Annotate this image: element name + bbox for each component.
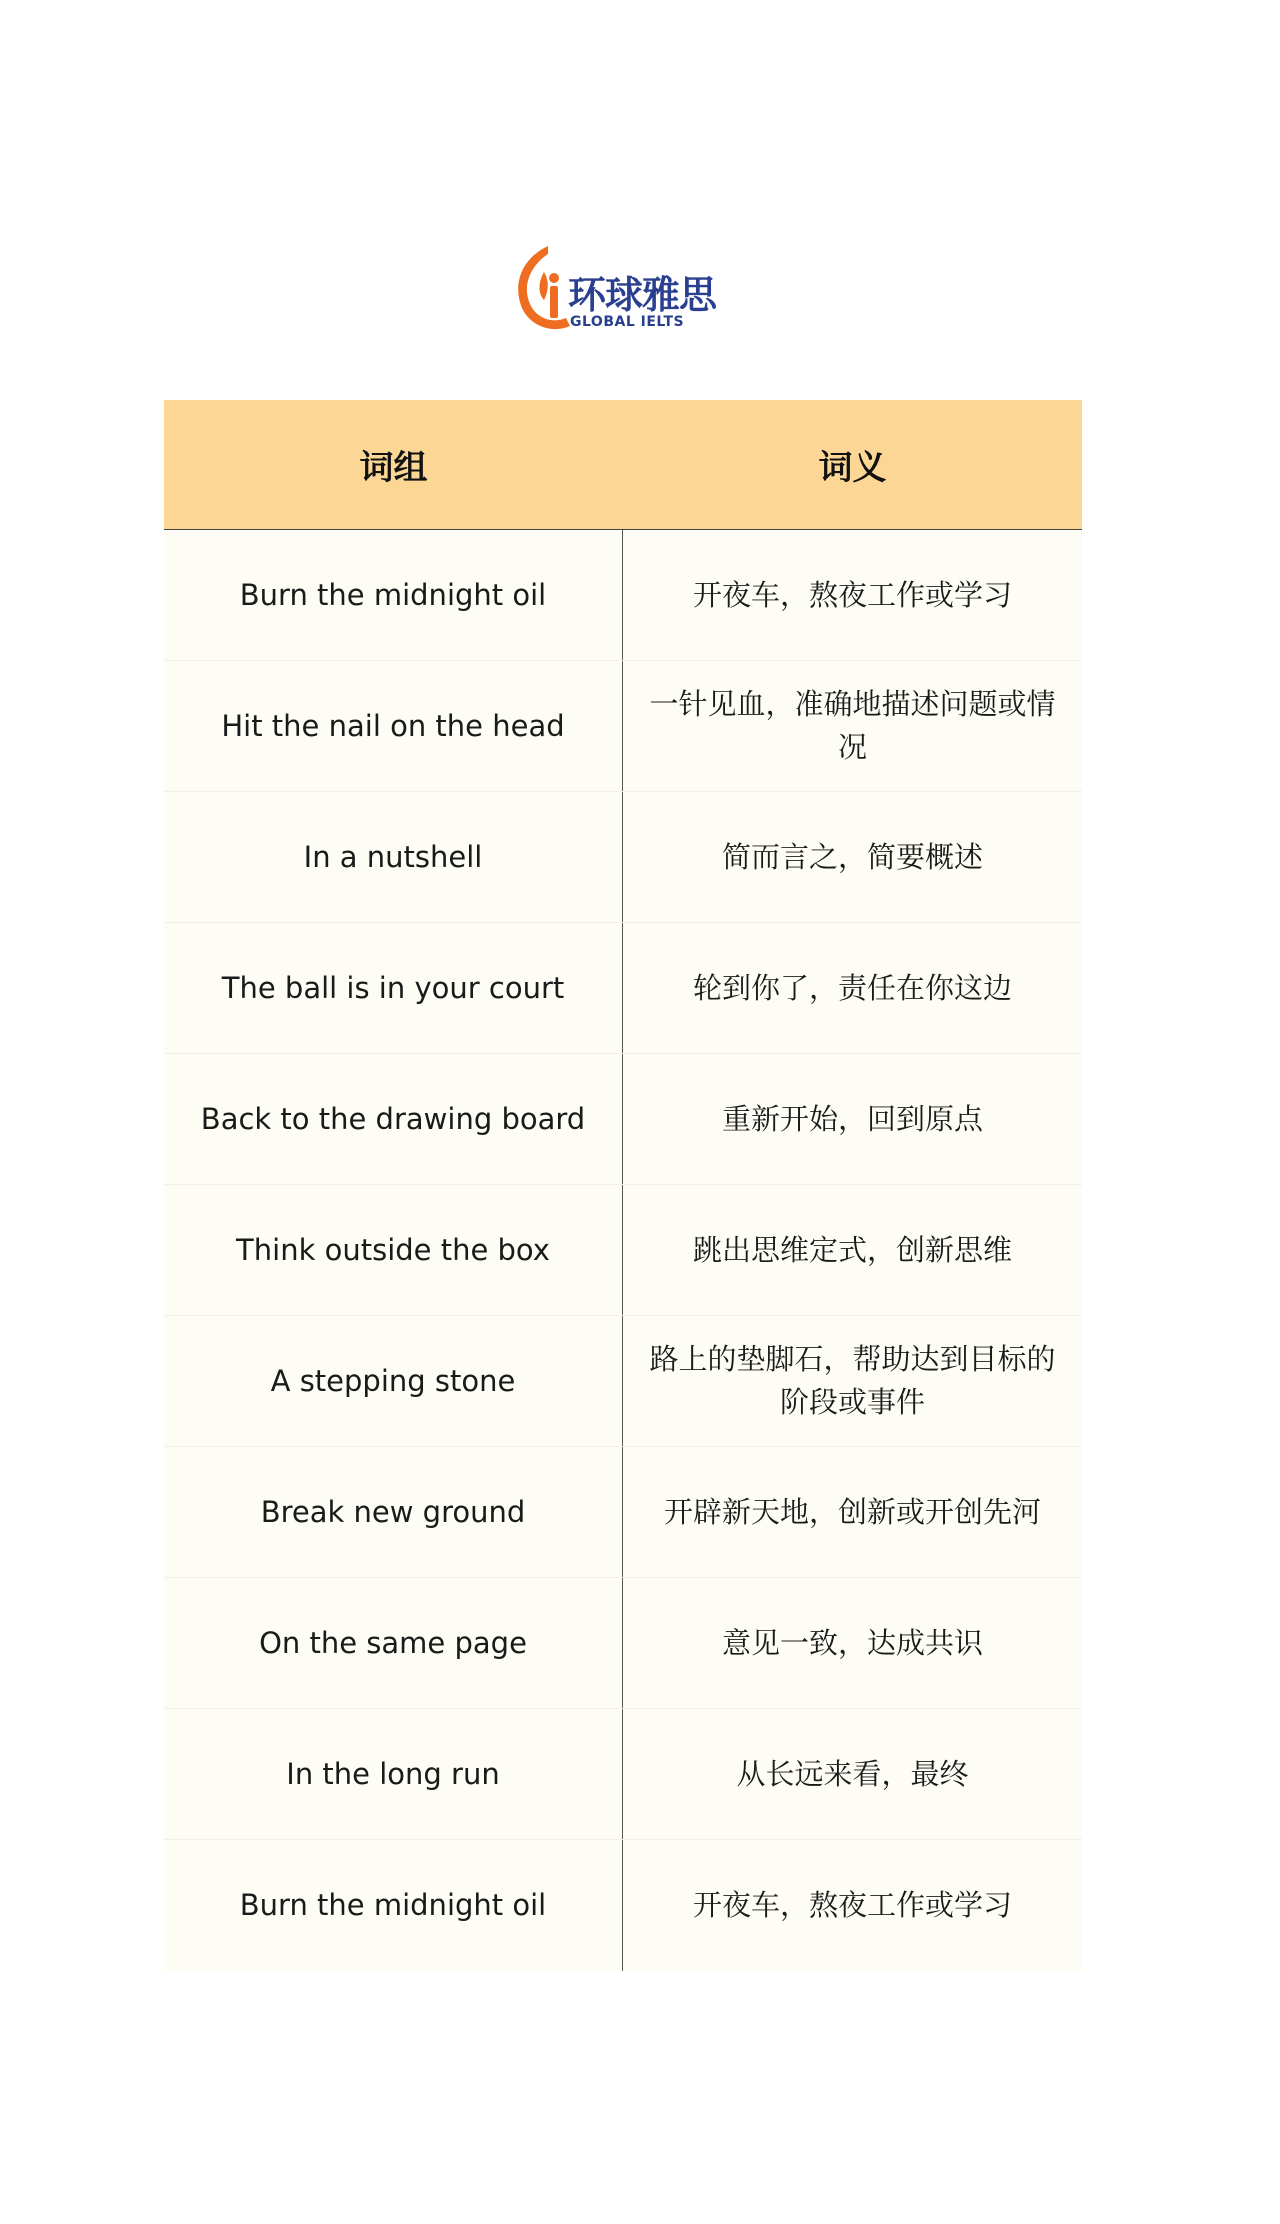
table-row	[164, 1578, 1082, 1709]
table-row	[164, 1185, 1082, 1316]
table-row	[164, 661, 1082, 792]
meaning-cell: 一针见血，准确地描述问题或情况	[649, 687, 1056, 764]
phrase-cell: The ball is in your court	[164, 923, 623, 1053]
header-phrase: 词组	[359, 448, 428, 488]
table-row	[164, 792, 1082, 923]
phrase-cell: A stepping stone	[164, 1316, 623, 1446]
phrase-table	[164, 400, 1082, 1971]
phrase-cell: Think outside the box	[164, 1185, 623, 1315]
meaning-cell: 简而言之，简要概述	[721, 839, 983, 874]
phrase-cell: In a nutshell	[164, 792, 623, 922]
meaning-cell: 跳出思维定式，创新思维	[692, 1232, 1012, 1267]
meaning-cell: 轮到你了，责任在你这边	[692, 970, 1012, 1005]
logo-chinese-text: 环球雅思	[568, 273, 717, 317]
table-row	[164, 923, 1082, 1054]
meaning-cell: 路上的垫脚石，帮助达到目标的阶段或事件	[649, 1342, 1056, 1419]
phrase-cell: Back to the drawing board	[164, 1054, 623, 1184]
header-meaning: 词义	[818, 448, 887, 488]
phrase-cell: Burn the midnight oil	[164, 530, 623, 660]
table-row	[164, 1709, 1082, 1840]
table-row	[164, 1447, 1082, 1578]
phrase-cell: On the same page	[164, 1578, 623, 1708]
phrase-cell: In the long run	[164, 1709, 623, 1839]
table-row	[164, 1316, 1082, 1447]
meaning-cell: 开夜车，熬夜工作或学习	[692, 1888, 1012, 1922]
table-row	[164, 1840, 1082, 1971]
phrase-cell: Burn the midnight oil	[164, 1840, 623, 1971]
phrase-cell: Break new ground	[164, 1447, 623, 1577]
meaning-cell: 开辟新天地，创新或开创先河	[663, 1494, 1041, 1529]
table-row	[164, 530, 1082, 661]
table-row	[164, 1054, 1082, 1185]
meaning-cell: 开夜车，熬夜工作或学习	[692, 577, 1012, 612]
meaning-cell: 意见一致，达成共识	[721, 1625, 983, 1660]
meaning-cell: 重新开始，回到原点	[721, 1101, 983, 1136]
global-ielts-logo	[508, 238, 738, 338]
table-header	[164, 400, 1082, 530]
logo-english-text: GLOBAL IELTS	[570, 314, 685, 330]
meaning-cell: 从长远来看，最终	[736, 1756, 969, 1791]
phrase-cell: Hit the nail on the head	[164, 661, 623, 791]
